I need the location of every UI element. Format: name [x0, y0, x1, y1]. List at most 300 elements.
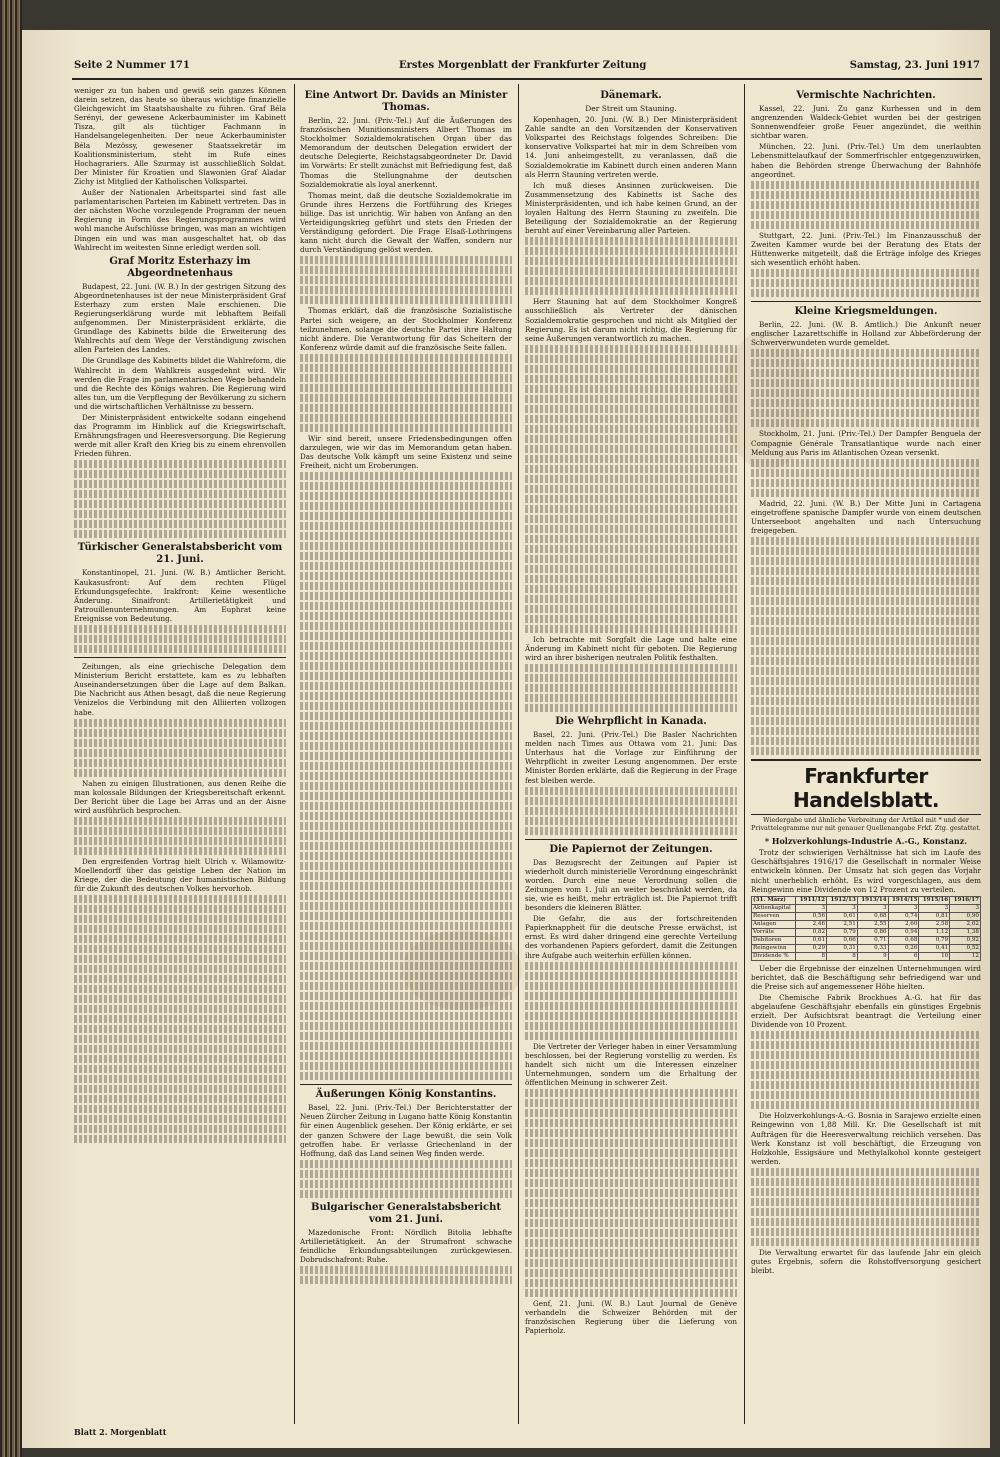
table-cell: 3	[796, 904, 827, 912]
text-filler	[300, 1072, 512, 1080]
text-filler	[525, 425, 737, 433]
text-filler	[300, 296, 512, 304]
text-filler	[751, 369, 981, 377]
text-filler	[300, 952, 512, 960]
column-4	[751, 86, 981, 1422]
table-cell: 0,56	[796, 912, 827, 920]
text-filler	[300, 732, 512, 740]
text-filler	[525, 345, 737, 353]
table-row	[752, 904, 981, 912]
text-filler	[74, 635, 286, 643]
table-cell: 0,82	[796, 928, 827, 936]
text-filler	[74, 729, 286, 737]
text-filler	[751, 727, 981, 735]
text-filler	[525, 1099, 737, 1107]
text-filler	[525, 415, 737, 423]
article-headline: Dänemark.	[600, 90, 662, 101]
article-text: Herr Stauning hat auf dem Stockholmer Kongreß ausschließlich als Vertreter der dänischen Sozialdemokratie gesprochen und nicht als Mitglied der Regierung. Es ist darum nicht richtig, die Regierung für seine Äußerungen verantwortlich zu machen.	[525, 297, 737, 343]
text-filler	[300, 772, 512, 780]
table-cell: 0,86	[857, 928, 888, 936]
text-filler	[300, 532, 512, 540]
text-filler	[74, 470, 286, 478]
article-text: Ich muß dieses Ansinnen zurückweisen. Die Zusammensetzung des Kabinetts ist Sache des Ministerpräsidenten, und ich habe keinen Grund, an der loyalen Haltung des Herrn Stauning zu zweifeln. Die Beteiligung der Sozialdemokratie an der Regierung beruht auf einer Vereinbarung aller Parteien.	[525, 180, 737, 236]
table-cell: 2,58	[919, 920, 950, 928]
text-filler	[751, 687, 981, 695]
text-filler	[525, 684, 737, 692]
text-filler	[751, 289, 981, 297]
text-filler	[300, 1170, 512, 1178]
paper-title: Erstes Morgenblatt der Frankfurter Zeitung	[399, 60, 647, 71]
article-headline: Vermischte Nachrichten.	[796, 90, 936, 101]
section-rule	[74, 657, 286, 658]
text-filler	[751, 587, 981, 595]
section-rule	[751, 759, 981, 761]
article-headline: Bulgarischer Generalstabsbericht vom 21. Juni.	[311, 1201, 501, 1225]
text-filler	[300, 912, 512, 920]
text-filler	[74, 1005, 286, 1013]
text-filler	[74, 935, 286, 943]
column-2	[300, 86, 512, 1422]
text-filler	[751, 637, 981, 645]
text-filler	[74, 1125, 286, 1133]
text-filler	[751, 717, 981, 725]
text-filler	[751, 191, 981, 199]
text-filler	[300, 902, 512, 910]
table-cell: 0,31	[827, 944, 858, 952]
text-filler	[74, 500, 286, 508]
text-filler	[74, 1135, 286, 1143]
text-filler	[525, 817, 737, 825]
text-filler	[751, 647, 981, 655]
text-filler	[300, 1266, 512, 1274]
article-text: Ueber die Ergebnisse der einzelnen Unternehmungen wird berichtet, daß die Beschäftigung sehr befriedigend war und die Preise sich auf angemessener Höhe hielten.	[751, 963, 981, 991]
text-filler	[74, 995, 286, 1003]
text-filler	[525, 992, 737, 1000]
text-filler	[525, 1139, 737, 1147]
text-filler	[751, 1041, 981, 1049]
text-filler	[525, 485, 737, 493]
table-cell: 0,71	[857, 936, 888, 944]
text-filler	[74, 925, 286, 933]
text-filler	[525, 247, 737, 255]
article-text: Mazedonische Front: Nördlich Bitolia lebhafte Artillerietätigkeit. An der Strumafront schwache feindliche Erkundungsabteilungen zurückgewiesen. Dobrudschafront: Ruhe.	[300, 1227, 512, 1265]
text-filler	[525, 375, 737, 383]
table-cell: 0,74	[888, 912, 919, 920]
text-filler	[300, 992, 512, 1000]
text-filler	[525, 455, 737, 463]
text-filler	[525, 1239, 737, 1247]
text-filler	[300, 892, 512, 900]
text-filler	[300, 1002, 512, 1010]
text-filler	[525, 787, 737, 795]
handelsblatt-title: Frankfurter Handelsblatt.	[793, 764, 939, 813]
text-filler	[751, 1238, 981, 1246]
text-filler	[300, 1190, 512, 1198]
table-cell: 3	[827, 904, 858, 912]
text-filler	[300, 1276, 512, 1284]
article-text: Berlin, 22. Juni. (Priv.-Tel.) Auf die Äußerungen des französischen Munitionsministers Albert Thomas im Stockholmer Sozialdemokratischen Organ über das Memorandum der deutschen Delegation erwidert der deutsche Delegierte, Reichstagsabgeordneter Dr. David im Vorwärts: Er stellt zunächst mit Befriedigung fest, daß Thomas die Stellungnahme der deutschen Sozialdemokratie als loyal anerkennt.	[300, 116, 512, 189]
text-filler	[751, 1031, 981, 1039]
article-text: Zeitungen, als eine griechische Delegation dem Ministerium Bericht erstattete, kam es zu lebhaften Auseinandersetzungen über die Lage auf dem Balkan. Die Nachricht aus Athen besagt, daß die neue Regierung Venizelos die Verbindung mit den Alliierten vollzogen habe.	[74, 662, 286, 717]
text-filler	[300, 572, 512, 580]
text-filler	[300, 1180, 512, 1188]
table-row	[752, 952, 981, 960]
column-1	[74, 86, 286, 1422]
text-filler	[525, 1179, 737, 1187]
text-filler	[300, 286, 512, 294]
text-filler	[525, 277, 737, 285]
text-filler	[300, 1042, 512, 1050]
section-rule	[525, 839, 737, 840]
text-filler	[751, 537, 981, 545]
text-filler	[751, 667, 981, 675]
table-cell: Aktienkapital	[752, 904, 796, 912]
text-filler	[300, 562, 512, 570]
text-filler	[300, 852, 512, 860]
text-filler	[751, 617, 981, 625]
text-filler	[751, 479, 981, 487]
article-headline: Äußerungen König Konstantins.	[315, 1089, 497, 1101]
text-filler	[74, 975, 286, 983]
text-filler	[74, 1035, 286, 1043]
text-filler	[525, 595, 737, 603]
text-filler	[525, 465, 737, 473]
text-filler	[74, 1105, 286, 1113]
text-filler	[74, 827, 286, 835]
text-filler	[525, 1189, 737, 1197]
text-filler	[751, 747, 981, 755]
text-filler	[525, 797, 737, 805]
text-filler	[525, 827, 737, 835]
text-filler	[525, 267, 737, 275]
table-cell: 0,79	[919, 936, 950, 944]
article-text: Berlin, 22. Juni. (W. B. Amtlich.) Die Ankunft neuer englischer Lazarettschiffe in Holland zur Abbeförderung der Schwerverwundeten wurde gemeldet.	[751, 320, 981, 348]
table-cell: 3	[919, 904, 950, 912]
text-filler	[74, 530, 286, 538]
text-filler	[751, 399, 981, 407]
text-filler	[74, 645, 286, 653]
text-filler	[525, 1169, 737, 1177]
article-text: Ich betrachte mit Sorgfalt die Lage und halte eine Änderung im Kabinett nicht für geboten. Die Regierung wird an ihrer bisherigen neutralen Politik festhalten.	[525, 634, 737, 662]
text-filler	[300, 792, 512, 800]
table-cell: 0,61	[827, 912, 858, 920]
text-filler	[74, 510, 286, 518]
table-cell: 10	[919, 952, 950, 960]
text-filler	[751, 607, 981, 615]
issue-date: Samstag, 23. Juni 1917	[849, 60, 980, 71]
article-text: Budapest, 22. Juni. (W. B.) In der gestrigen Sitzung des Abgeordnetenhauses ist der neue Ministerpräsident Graf Esterhazy zum ersten Male erschienen. Die Regierungserklärung wurde mit lebhaftem Beifall aufgenommen. Der Ministerpräsident erklärte, die Grundlage des Kabinetts bilde die Erweiterung des Wahlrechts auf dem Wege der Verständigung zwischen allen Parteien des Landes.	[74, 281, 286, 355]
text-filler	[751, 1168, 981, 1176]
column-rule	[518, 84, 519, 1424]
text-filler	[525, 1109, 737, 1117]
text-filler	[525, 1159, 737, 1167]
text-filler	[300, 384, 512, 392]
text-filler	[300, 364, 512, 372]
table-cell: 6	[888, 952, 919, 960]
table-cell: 2,60	[888, 920, 919, 928]
text-filler	[525, 405, 737, 413]
text-filler	[525, 525, 737, 533]
text-filler	[525, 615, 737, 623]
text-filler	[525, 972, 737, 980]
text-filler	[74, 769, 286, 777]
article-headline: Graf Moritz Esterhazy im Abgeordnetenhaus	[109, 255, 251, 279]
text-filler	[525, 1022, 737, 1030]
text-filler	[525, 605, 737, 613]
table-cell: 9	[857, 952, 888, 960]
text-filler	[300, 502, 512, 510]
table-cell: 0,68	[888, 936, 919, 944]
text-filler	[751, 419, 981, 427]
table-cell: 0,33	[857, 944, 888, 952]
text-filler	[300, 612, 512, 620]
article-headline: Die Papiernot der Zeitungen.	[549, 843, 713, 855]
text-filler	[751, 707, 981, 715]
text-filler	[525, 982, 737, 990]
text-filler	[525, 475, 737, 483]
text-filler	[300, 782, 512, 790]
article-text: Konstantinopel, 21. Juni. (W. B.) Amtlicher Bericht. Kaukasusfront: Auf dem rechten Flügel Erkundungsgefechte. Irakfront: Keine wesentliche Änderung. Sinaifront: Artillerietätigkeit und Patrouillenunternehmungen. Am Euphrat keine Ereignisse von Bedeutung.	[74, 568, 286, 623]
text-filler	[525, 1229, 737, 1237]
article-text: Der Ministerpräsident entwickelte sodann eingehend das Programm im Hinblick auf die Kriegswirtschaft, Ernährungsfragen und Heeresversorgung. Die Regierung werde mit aller Kraft den Krieg bis zu einem ehrenvollen Frieden führen.	[74, 413, 286, 459]
text-filler	[300, 802, 512, 810]
text-filler	[751, 409, 981, 417]
text-filler	[751, 359, 981, 367]
text-filler	[300, 962, 512, 970]
text-filler	[751, 577, 981, 585]
text-filler	[525, 385, 737, 393]
text-filler	[74, 1065, 286, 1073]
text-filler	[300, 822, 512, 830]
text-filler	[525, 355, 737, 363]
article-text: Die Chemische Fabrik Brockhues A.-G. hat für das abgelaufene Geschäftsjahr ebenfalls ein günstiges Ergebnis erzielt. Der Aufsichtsrat beantragt die Verteilung einer Dividende von 10 Prozent.	[751, 993, 981, 1030]
table-cell: 3	[857, 904, 888, 912]
masthead-rule	[72, 78, 982, 80]
text-filler	[300, 394, 512, 402]
table-cell: 0,66	[827, 936, 858, 944]
table-header-cell: 1916/17	[950, 896, 981, 904]
page-number: Seite 2 Nummer 171	[74, 60, 190, 71]
text-filler	[525, 1032, 737, 1040]
table-cell: 0,79	[827, 928, 858, 936]
text-filler	[525, 585, 737, 593]
text-filler	[300, 812, 512, 820]
text-filler	[751, 1218, 981, 1226]
article-headline: Eine Antwort Dr. Davids an Minister Thomas.	[304, 90, 508, 113]
text-filler	[300, 1160, 512, 1168]
text-filler	[525, 435, 737, 443]
text-filler	[300, 672, 512, 680]
text-filler	[74, 520, 286, 528]
text-filler	[74, 460, 286, 468]
table-cell: 3	[888, 904, 919, 912]
text-filler	[751, 181, 981, 189]
text-filler	[74, 1055, 286, 1063]
article-text: Trotz der schwierigen Verhältnisse hat sich im Laufe des Geschäftsjahres 1916/17 die Gesellschaft in normaler Weise entwickeln können. Der Umsatz hat sich gegen das Vorjahr nicht unerheblich erhöht. Es wird vorgeschlagen, aus dem Reingewinn eine Dividende von 12 Prozent zu verteilen.	[751, 848, 981, 894]
table-cell: Reserven	[752, 912, 796, 920]
article-text: Die Verwaltung erwartet für das laufende Jahr ein gleich gutes Ergebnis, sofern die Rohstoffversorgung gesichert bleibt.	[751, 1247, 981, 1276]
text-filler	[751, 349, 981, 357]
table-header-cell: 1912/13	[827, 896, 858, 904]
text-filler	[525, 807, 737, 815]
table-row	[752, 936, 981, 944]
text-filler	[74, 1015, 286, 1023]
table-cell: 1,38	[950, 928, 981, 936]
text-filler	[300, 404, 512, 412]
text-filler	[74, 965, 286, 973]
table-cell: 2,55	[857, 920, 888, 928]
article-headline: * Holzverkohlungs-Industrie A.-G., Konstanz.	[764, 836, 968, 847]
table-cell: 0,29	[796, 944, 827, 952]
text-filler	[751, 1208, 981, 1216]
table-cell: 0,68	[857, 912, 888, 920]
text-filler	[300, 542, 512, 550]
text-filler	[751, 1051, 981, 1059]
text-filler	[300, 722, 512, 730]
section-rule	[751, 301, 981, 302]
article-headline: Kleine Kriegsmeldungen.	[794, 306, 938, 318]
text-filler	[751, 627, 981, 635]
article-text: Basel, 22. Juni. (Priv.-Tel.) Der Berichterstatter der Neuen Zürcher Zeitung in Lugano hatte König Konstantin für einen Augenblick gesehen. Der König erklärte, er sei der ganzen Schwere der Lage bewußt, die sein Volk getroffen habe. Er verlasse Griechenland in der Hoffnung, daß das Land seinen Weg finden werde.	[300, 1103, 512, 1158]
text-filler	[525, 515, 737, 523]
text-filler	[300, 872, 512, 880]
table-cell: 3	[950, 904, 981, 912]
text-filler	[74, 1045, 286, 1053]
text-filler	[525, 365, 737, 373]
text-filler	[300, 414, 512, 422]
text-filler	[525, 694, 737, 702]
text-filler	[525, 1012, 737, 1020]
text-filler	[300, 662, 512, 670]
text-filler	[300, 942, 512, 950]
text-filler	[525, 237, 737, 245]
article-subheadline: Der Streit um Stauning.	[585, 104, 677, 113]
table-cell: Vorräte	[752, 928, 796, 936]
text-filler	[751, 597, 981, 605]
text-filler	[300, 752, 512, 760]
text-filler	[751, 1178, 981, 1186]
text-filler	[300, 842, 512, 850]
text-filler	[525, 962, 737, 970]
text-filler	[525, 535, 737, 543]
text-filler	[300, 1052, 512, 1060]
text-filler	[751, 1061, 981, 1069]
text-filler	[74, 749, 286, 757]
table-cell: 0,81	[919, 912, 950, 920]
financial-table	[751, 896, 981, 961]
text-filler	[74, 847, 286, 855]
table-cell: 0,90	[950, 912, 981, 920]
text-filler	[74, 1115, 286, 1123]
text-filler	[525, 664, 737, 672]
text-filler	[525, 555, 737, 563]
table-cell: Anlagen	[752, 920, 796, 928]
article-text: Die Gefahr, die aus der fortschreitenden Papierknappheit für die deutsche Presse erwächst, ist ernst. Es wird daher dringend eine gerechte Verteilung des vorhandenen Papiers gefordert, damit die Zeitungen ihre Aufgabe auch weiterhin erfüllen können.	[525, 914, 737, 960]
table-cell: Dividende %	[752, 952, 796, 960]
column-3	[525, 86, 737, 1422]
masthead	[74, 58, 980, 76]
text-filler	[525, 1199, 737, 1207]
text-filler	[300, 982, 512, 990]
text-filler	[300, 522, 512, 530]
text-filler	[525, 674, 737, 682]
text-filler	[300, 582, 512, 590]
section-rule	[751, 814, 981, 815]
text-filler	[74, 945, 286, 953]
text-filler	[74, 955, 286, 963]
article-text: Thomas erklärt, daß die französische Sozialistische Partei sich weigere, an der Stockholmer Konferenz teilzunehmen, solange die deutsche Partei ihre Haltung nicht ändere. Die Verantwortung für das Scheitern der Konferenz würde damit auf die französische Seite fallen.	[300, 306, 512, 352]
text-filler	[525, 625, 737, 633]
text-filler	[300, 832, 512, 840]
text-filler	[751, 737, 981, 745]
text-filler	[74, 480, 286, 488]
article-text: München, 22. Juni. (Priv.-Tel.) Um dem unerlaubten Lebensmittelaufkauf der Sommerfrischler entgegenzuwirken, haben die Behörden strenge Überwachung der Bahnhöfe angeordnet.	[751, 142, 981, 179]
text-filler	[751, 201, 981, 209]
handelsblatt-note: Wiedergabe und ähnliche Verbreitung der Artikel mit * und der Privattelegramme nur mit genauer Quellenangabe Frkf. Ztg. gestattet.	[751, 816, 981, 832]
text-filler	[300, 592, 512, 600]
text-filler	[300, 682, 512, 690]
text-filler	[74, 719, 286, 727]
text-filler	[751, 279, 981, 287]
article-headline: Die Wehrpflicht in Kanada.	[555, 716, 707, 728]
text-filler	[751, 697, 981, 705]
text-filler	[300, 1062, 512, 1070]
text-filler	[525, 1129, 737, 1137]
text-filler	[751, 1101, 981, 1109]
text-filler	[751, 1228, 981, 1236]
table-header-cell: 1914/15	[888, 896, 919, 904]
table-cell: 0,92	[950, 936, 981, 944]
page-footer: Blatt 2. Morgenblatt	[74, 1427, 167, 1437]
text-filler	[751, 1198, 981, 1206]
text-filler	[525, 1219, 737, 1227]
text-filler	[751, 1071, 981, 1079]
article-text: Genf, 21. Juni. (W. B.) Laut Journal de Genève verhandeln die Schweizer Behörden mit der französischen Regierung über die Lieferung von Papierholz.	[525, 1299, 737, 1336]
text-filler	[300, 702, 512, 710]
text-filler	[74, 1085, 286, 1093]
table-cell: 0,52	[950, 944, 981, 952]
text-filler	[74, 985, 286, 993]
article-text: Die Grundlage des Kabinetts bildet die Wahlreform, die Wahlrecht in dem Wahlkreis ausgedehnt wird. Wir werden die Frage im parlamentarischen Wege behandeln und die Rechte des Königs wahren. Die Regierung wird alles tun, um die Verpflegung der Bevölkerung zu sichern und die wirtschaftlichen Verhältnisse zu bessern.	[74, 356, 286, 411]
text-filler	[525, 257, 737, 265]
table-cell: 8	[827, 952, 858, 960]
text-filler	[525, 575, 737, 583]
table-cell: 1,12	[919, 928, 950, 936]
text-filler	[300, 762, 512, 770]
column-rule	[294, 84, 295, 1424]
table-cell: 2,51	[827, 920, 858, 928]
text-filler	[525, 565, 737, 573]
column-rule	[744, 84, 745, 1424]
text-filler	[751, 677, 981, 685]
text-filler	[300, 652, 512, 660]
text-filler	[525, 395, 737, 403]
text-filler	[74, 1025, 286, 1033]
table-cell: 2,46	[796, 920, 827, 928]
table-cell: 0,26	[888, 944, 919, 952]
text-filler	[525, 505, 737, 513]
text-filler	[300, 972, 512, 980]
article-text: Die Holzverkohlungs-A.-G. Bosnia in Sarajewo erzielte einen Reingewinn von 1,88 Mill. Kr. Die Gesellschaft ist mit Aufträgen für die Heeresverwaltung reichlich versehen. Das Werk Konstanz ist voll beschäftigt, die Erzeugung von Holzkohle, Essigsäure und Methylalkohol konnte gesteigert werden.	[751, 1111, 981, 1166]
table-cell: 0,61	[796, 936, 827, 944]
text-filler	[300, 882, 512, 890]
text-filler	[751, 211, 981, 219]
text-filler	[74, 625, 286, 633]
article-text: Nahen zu einigen Illustrationen, aus denen Reihe die man kolossale Bildungen der Kriegsbereitschaft erkennt. Der Bericht über die Lage bei Arras und an der Aisne wird ausführlich besprochen.	[74, 778, 286, 815]
text-filler	[751, 557, 981, 565]
text-filler	[300, 602, 512, 610]
text-filler	[74, 1095, 286, 1103]
